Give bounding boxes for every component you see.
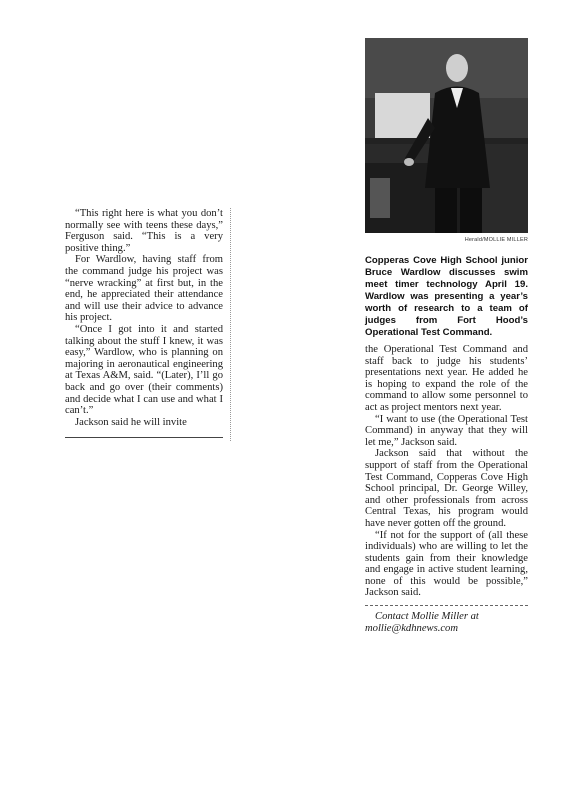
paragraph: For Wardlow, having staff from the command judge his project was “nerve wracking” at first but, in the end, he appreciated their attendance and will use their advice to advance his project.: [65, 254, 223, 324]
paragraph: Jackson said he will invite: [75, 416, 187, 428]
column-rule: [230, 208, 231, 441]
right-article-column: [365, 38, 528, 635]
paragraph: “If not for the support of (all these individuals) who are willing to let the students gain from their knowledge and engage in active student learning, none of this would be possible,” Jackson said.: [365, 529, 528, 599]
article-continuation: [365, 344, 528, 599]
photo-caption: Copperas Cove High School junior Bruce Wardlow discusses swim meet timer technology April 19. Wardlow was presenting a year’s worth of research to a team of judges from Fort Hood’s Operational Test Command.: [365, 255, 528, 338]
news-photo: [365, 38, 528, 233]
paragraph: “Once I got into it and started talking about the stuff I knew, it was easy,” Wardlow, who is planning on majoring in aeronautical engineering at Texas A&M, said. “(Later), I’ll go back and go over (their comments) and decide what I can use and what I can’t.”: [65, 323, 223, 417]
left-article-column: [65, 208, 223, 438]
paragraph: Jackson said that without the support of staff from the Operational Test Command, Copperas Cove High School principal, Dr. George Willey, and other professionals from across Central Texas, his program would have never gotten off the ground.: [365, 448, 528, 529]
paragraph: “I want to use (the Operational Test Command) in anyway that they will let me,” Jackson said.: [365, 413, 528, 448]
paragraph: the Operational Test Command and staff back to judge his students’ presentations next year. He added he is hoping to expand the role of the command to allow some personnel to act as project mentors next year.: [365, 344, 528, 413]
author-contact: Contact Mollie Miller at mollie@kdhnews.com: [365, 605, 528, 635]
paragraph: “This right here is what you don’t normally see with teens these days,” Ferguson said. “This is a very positive thing.”: [65, 208, 223, 254]
photo-credit: Herald/MOLLIE MILLER: [464, 237, 528, 243]
photo-illustration: [365, 38, 528, 233]
